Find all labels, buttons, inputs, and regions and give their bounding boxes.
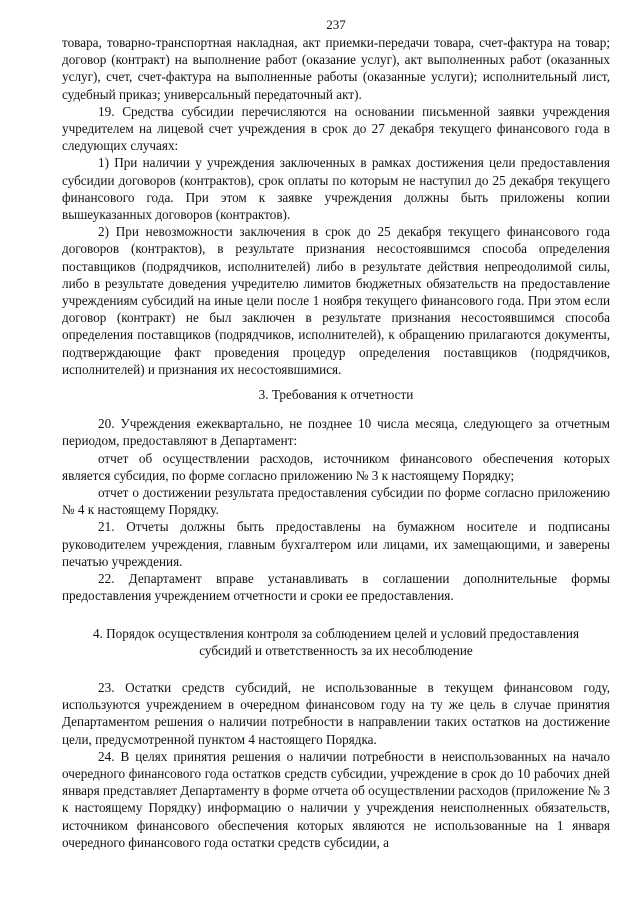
paragraph-continuation: товара, товарно-транспортная накладная, акт приемки-передачи товара, счет-фактура на товар; договор (контракт) на выполнение работ (оказание услуг), акт выполненных работ (оказанных услуг), счет, счет-фактура на выполненные работы (оказанные услуги); исполнительный лист, судебный приказ; универсальный передаточный акт). [62, 35, 610, 102]
paragraph-20: 20. Учреждения ежеквартально, не позднее 10 числа месяца, следующего за отчетным периодом, предоставляют в Департамент: [62, 416, 610, 449]
paragraph-19: 19. Средства субсидии перечисляются на основании письменной заявки учреждения учредителем на лицевой счет учреждения в срок до 27 декабря текущего финансового года в следующих случаях: [62, 103, 610, 154]
paragraph-22: 22. Департамент вправе устанавливать в соглашении дополнительные формы предоставления учреждением отчетности и сроки ее предоставления. [62, 571, 610, 604]
spacer [62, 659, 610, 679]
section-4-heading-line-1: 4. Порядок осуществления контроля за соблюдением целей и условий предоставления [92, 625, 580, 641]
section-4-heading-line-2: субсидий и ответственность за их несоблюдение [199, 642, 473, 658]
spacer [62, 403, 610, 415]
paragraph-23: 23. Остатки средств субсидий, не использованные в текущем финансовом году, используются учреждением в очередном финансовом году на ту же цель в случае принятия Департаментом решения о наличии потребности в направлении таких остатков на достижение цели, предусмотренной пунктом 4 настоящего Порядка. [62, 679, 610, 747]
spacer [62, 605, 610, 625]
document-page [62, 16, 610, 851]
paragraph-19-item-1: 1) При наличии у учреждения заключенных в рамках достижения цели предоставления субсидии договоров (контрактов), срок оплаты по которым не наступил до 25 декабря текущего финансового года. При этом к заявке учреждения должны быть приложены копии вышеуказанных договоров (контрактов). [62, 155, 610, 223]
spacer [62, 378, 610, 386]
paragraph-24: 24. В целях принятия решения о наличии потребности в неиспользованных на начало очередного финансового года остатков средств субсидии, учреждение в срок до 10 рабочих дней января представляет Департаменту в форме отчета об осуществлении расходов (приложение № 3 к настоящему Порядку) информацию о наличии у учреждения неисполненных обязательств, источником финансового обеспечения которых являются не использованные на 1 января очередного финансового года остатки средств субсидии, а [62, 748, 610, 850]
paragraph-20-item-1: отчет об осуществлении расходов, источником финансового обеспечения которых является субсидия, по форме согласно приложению № 3 к настоящему Порядку; [62, 450, 610, 483]
paragraph-19-item-2: 2) При невозможности заключения в срок до 25 декабря текущего финансового года договоров (контрактов), в результате признания несостоявшимся способа определения поставщиков (подрядчиков, исполнителей) либо в результате действия непреодолимой силы, либо в результате доведения учредителю лимитов бюджетных обязательств на предоставление учреждениям субсидий на иные цели после 1 ноября текущего финансового года. При этом если договор (контракт) не был заключен в результате признания несостоявшимся способа определения поставщиков (подрядчиков, исполнителей), к обращению прилагаются документы, подтверждающие факт проведения процедур определения поставщиков (подрядчиков, исполнителей) и признания их несостоявшимися. [62, 224, 610, 377]
paragraph-21: 21. Отчеты должны быть предоставлены на бумажном носителе и подписаны руководителем учреждения, главным бухгалтером или лицами, их замещающими, и заверены печатью учреждения. [62, 519, 610, 569]
paragraph-20-item-2: отчет о достижении результата предоставления субсидии по форме согласно приложению № 4 к настоящему Порядку. [62, 485, 610, 518]
page-number: 237 [326, 17, 346, 32]
section-3-heading: 3. Требования к отчетности [258, 387, 414, 403]
